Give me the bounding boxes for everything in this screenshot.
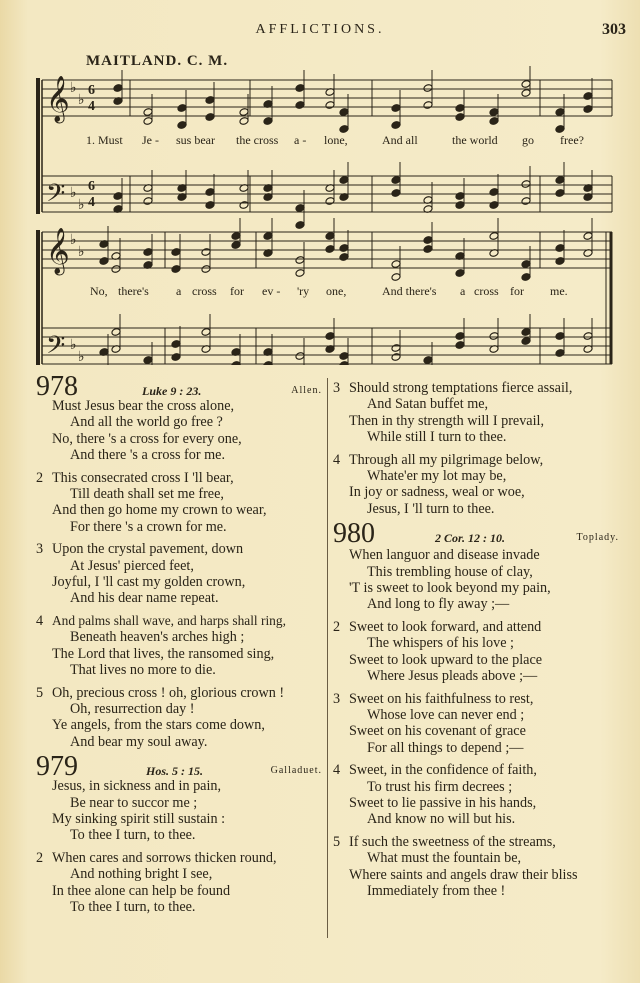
lyric-syllable: a: [176, 284, 182, 298]
time-signature: 6: [88, 179, 95, 194]
verse-line: What must the fountain be,: [367, 850, 522, 867]
stanza-number: 5: [333, 833, 341, 850]
verse-line: Sweet to lie passive in his hands,: [349, 794, 537, 811]
stanza: [36, 613, 322, 679]
verse-line: And palms shall wave, and harps shall ring,: [52, 612, 286, 628]
verse-line: Be near to succor me ;: [70, 794, 198, 811]
flat-icon: ♭: [78, 93, 85, 108]
lyric-syllable: Je -: [142, 133, 159, 147]
right-column: [333, 380, 619, 905]
lyric-syllable: And there's: [382, 284, 437, 298]
lyric-syllable: for: [230, 284, 244, 298]
verse-line: And all the world go free ?: [70, 414, 223, 431]
left-column: [36, 371, 322, 921]
system-bracket: [36, 78, 40, 214]
lyric-syllable: ev -: [262, 284, 281, 298]
verse-line: Where saints and angels draw their bliss: [349, 866, 578, 883]
treble-clef-icon: 𝄞: [46, 76, 70, 122]
hymn-text: [36, 398, 322, 750]
verse-line: Should strong temptations fierce assail,: [349, 380, 573, 396]
stanza-number: 5: [36, 684, 44, 701]
verse-line: To trust his firm decrees ;: [367, 778, 513, 795]
stanza-number: 4: [36, 612, 44, 629]
verse-line: Sweet on his covenant of grace: [349, 723, 526, 740]
stanza: [349, 547, 619, 613]
verse-line: And Satan buffet me,: [367, 396, 489, 413]
stanza: [52, 778, 322, 844]
lyric-syllable: 1. Must: [86, 133, 123, 147]
flat-icon: ♭: [78, 198, 85, 213]
verse-line: And there 's a cross for me.: [70, 447, 226, 464]
hymn-author: Toplady.: [576, 532, 619, 544]
lyric-syllable: No,: [90, 284, 108, 298]
verse-line: In thee alone can help be found: [52, 882, 231, 899]
verse-line: And know no will but his.: [367, 811, 516, 828]
hymn-text: [333, 547, 619, 899]
hymn-978: [36, 371, 322, 750]
flat-icon: ♭: [70, 233, 77, 248]
column-divider: [327, 378, 328, 938]
verse-line: For all things to depend ;—: [367, 739, 524, 756]
verse-line: Where Jesus pleads above ;—: [367, 668, 538, 685]
verse-line: Sweet to look upward to the place: [349, 651, 543, 668]
stanza-number: 4: [333, 762, 341, 779]
verse-line: In joy or sadness, weal or woe,: [349, 484, 525, 501]
verse-line: No, there 's a cross for every one,: [52, 430, 242, 447]
system-bracket: [36, 230, 40, 365]
lyric-syllable: the world: [452, 133, 498, 147]
verse-line: That lives no more to die.: [70, 662, 216, 679]
verse-line: This consecrated cross I 'll bear,: [52, 469, 234, 486]
hymn-text: [36, 778, 322, 915]
stanza-number: 2: [333, 618, 341, 635]
verse-line: When cares and sorrows thicken round,: [52, 849, 277, 866]
lyric-syllable: a: [460, 284, 466, 298]
verse-line: And bear my soul away.: [70, 733, 208, 750]
verse-line: Immediately from thee !: [367, 882, 506, 899]
stanza: [36, 470, 322, 536]
hymn-header: [36, 371, 322, 406]
verse-line: The Lord that lives, the ransomed sing,: [52, 645, 275, 662]
lyric-syllable: me.: [550, 284, 568, 298]
verse-line: Jesus, I 'll turn to thee.: [367, 500, 495, 517]
lyric-syllable: cross: [474, 284, 499, 298]
tune-name: MAITLAND. C. M.: [86, 53, 229, 69]
time-signature: 6: [88, 83, 95, 98]
verse-line: And then go home my crown to wear,: [52, 502, 267, 519]
stanza: [333, 619, 619, 685]
verse-line: Sweet, in the confidence of faith,: [349, 762, 537, 779]
bass-clef-icon: 𝄢: [46, 331, 66, 365]
stanza-number: 3: [333, 690, 341, 707]
hymn-number: 980: [333, 518, 375, 550]
flat-icon: ♭: [78, 245, 85, 260]
flat-icon: ♭: [70, 338, 77, 353]
lyric-syllable: lone,: [324, 133, 348, 147]
scripture-reference: Luke 9 : 23.: [142, 384, 202, 398]
verse-line: And nothing bright I see,: [70, 866, 213, 883]
verse-line: Joyful, I 'll cast my golden crown,: [52, 574, 246, 591]
verse-line: To thee I turn, to thee.: [70, 827, 196, 844]
stanza: [52, 398, 322, 464]
stanza: [36, 685, 322, 751]
verse-line: The whispers of his love ;: [367, 635, 514, 652]
hymn-number: 979: [36, 751, 78, 783]
verse-line: Through all my pilgrimage below,: [349, 451, 544, 468]
stanza: [36, 850, 322, 916]
verse-line: Sweet to look forward, and attend: [349, 618, 542, 635]
lyric-syllable: And all: [382, 133, 418, 147]
verse-line: Jesus, in sickness and in pain,: [52, 778, 222, 795]
stanza: [333, 452, 619, 518]
flat-icon: ♭: [78, 350, 85, 365]
lyric-syllable: sus bear: [176, 133, 215, 147]
verse-line: When languor and disease invade: [349, 547, 540, 564]
verse-line: And long to fly away ;—: [367, 596, 510, 613]
scripture-reference: 2 Cor. 12 : 10.: [435, 531, 506, 546]
hymn-header: [333, 518, 619, 553]
page-number: 303: [602, 21, 626, 38]
verse-line: For there 's a crown for me.: [70, 518, 227, 535]
verse-line: Then in thy strength will I prevail,: [349, 412, 545, 429]
stanza-number: 3: [333, 380, 341, 396]
verse-line: Oh, resurrection day !: [70, 700, 195, 717]
stanza-number: 4: [333, 451, 341, 468]
lyric-syllable: go: [522, 133, 534, 147]
verse-line: Beneath heaven's arches high ;: [70, 629, 245, 646]
verse-line: Ye angels, from the stars come down,: [52, 717, 265, 734]
stanza-number: 2: [36, 469, 44, 486]
hymn-header: [36, 751, 322, 786]
verse-line: Oh, precious cross ! oh, glorious crown !: [52, 684, 285, 701]
lyric-syllable: there's: [118, 284, 149, 298]
verse-line: While still I turn to thee.: [367, 429, 507, 446]
music-score: [0, 0, 640, 365]
lyric-syllable: free?: [560, 133, 584, 147]
hymn-author: Allen.: [291, 385, 322, 396]
verse-line: To thee I turn, to thee.: [70, 898, 196, 915]
bass-clef-icon: 𝄢: [46, 179, 66, 214]
stanza-number: 2: [36, 849, 44, 866]
verse-line: And his dear name repeat.: [70, 590, 219, 607]
hymn-author: Galladuet.: [270, 765, 322, 777]
hymn-980: [333, 518, 619, 899]
verse-line: 'T is sweet to look beyond my pain,: [349, 580, 551, 597]
verse-line: Whose love can never end ;: [367, 706, 525, 723]
verse-line: My sinking spirit still sustain :: [52, 810, 226, 827]
treble-clef-icon: 𝄞: [46, 228, 70, 274]
hymn-979-continued: [333, 380, 619, 517]
verse-line: Whate'er my lot may be,: [367, 468, 507, 485]
lyric-syllable: the cross: [236, 133, 279, 147]
lyric-syllable: a -: [294, 133, 307, 147]
stanza: [333, 380, 619, 446]
flat-icon: ♭: [70, 186, 77, 201]
lyric-syllable: one,: [326, 284, 347, 298]
stanza-number: 3: [36, 541, 44, 558]
verse-line: If such the sweetness of the streams,: [349, 833, 556, 850]
lyric-syllable: 'ry: [297, 284, 310, 298]
stanza: [36, 541, 322, 607]
verse-line: Till death shall set me free,: [70, 486, 224, 503]
verse-line: At Jesus' pierced feet,: [70, 557, 194, 574]
stanza: [333, 762, 619, 828]
verse-line: This trembling house of clay,: [367, 563, 533, 580]
flat-icon: ♭: [70, 81, 77, 96]
hymn-979: [36, 751, 322, 915]
lyric-syllable: cross: [192, 284, 217, 298]
running-head: AFFLICTIONS.: [255, 22, 385, 37]
stanza: [333, 834, 619, 900]
lyric-syllable: for: [510, 284, 524, 298]
verse-line: Must Jesus bear the cross alone,: [52, 398, 235, 414]
scripture-reference: Hos. 5 : 15.: [146, 764, 203, 779]
time-signature: 4: [88, 99, 95, 114]
time-signature: 4: [88, 195, 95, 210]
hymn-number: 978: [36, 371, 78, 402]
stanza: [333, 691, 619, 757]
verse-line: Upon the crystal pavement, down: [52, 541, 244, 558]
verse-line: Sweet on his faithfulness to rest,: [349, 690, 534, 707]
